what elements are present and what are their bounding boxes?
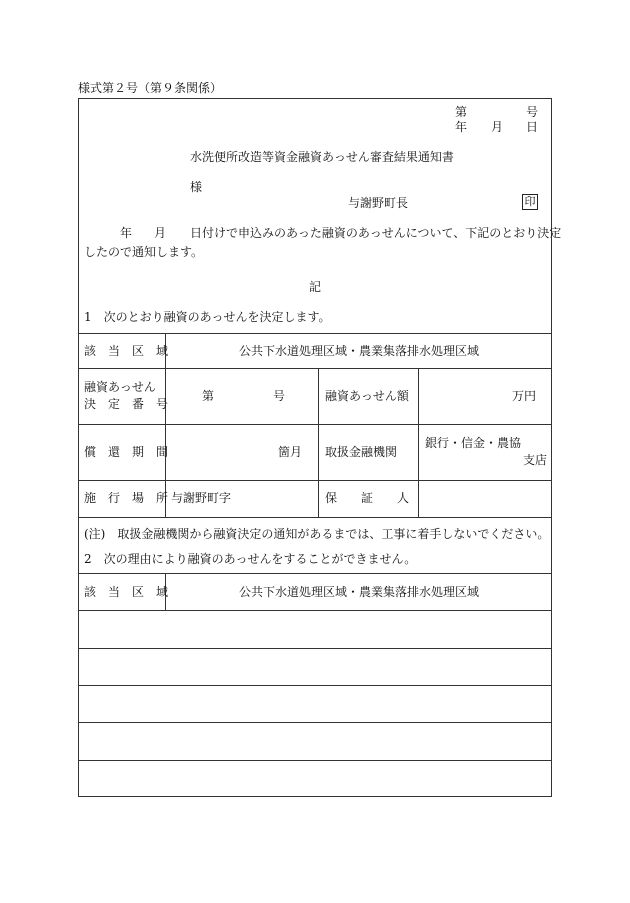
guarantor-label: 保 証 人 [325, 491, 410, 505]
rule [318, 368, 319, 517]
rule [165, 333, 166, 517]
doc-number-go: 号 [526, 105, 539, 119]
doc-number-dai: 第 [455, 105, 468, 119]
reason-row [79, 611, 551, 647]
place-value: 与謝野町字 [171, 491, 232, 505]
place-label: 施 行 場 所 [84, 491, 169, 505]
period-label: 償 還 期 間 [84, 445, 169, 459]
section2-area-label: 該 当 区 域 [84, 585, 169, 599]
rule [78, 517, 552, 518]
issuer-name: 与謝野町長 [348, 196, 409, 210]
form-label: 様式第２号（第９条関係） [78, 81, 223, 95]
decision-number-label-2: 決 定 番 号 [84, 397, 169, 411]
note-text: (注) 取扱金融機関から融資決定の通知があるまでは、工事に着手しないでください。 [84, 527, 550, 541]
section2-heading: 2 次の理由により融資のあっせんをすることができません。 [84, 552, 417, 566]
period-unit: 箇月 [278, 445, 303, 459]
rule [78, 573, 552, 574]
reason-row [79, 723, 551, 759]
body-line2: したので通知します。 [84, 245, 204, 259]
decision-number-go: 号 [273, 389, 286, 403]
section2-area-value: 公共下水道処理区域・農業集落排水処理区域 [238, 585, 479, 599]
doc-title: 水洗便所改造等資金融資あっせん審査結果通知書 [190, 150, 454, 164]
reason-row [79, 761, 551, 796]
addressee-sama: 様 [190, 180, 203, 194]
rule [78, 333, 552, 334]
decision-number-dai: 第 [202, 389, 215, 403]
date-month: 月 [491, 120, 504, 134]
area-label: 該 当 区 域 [84, 344, 169, 358]
section1-heading: 1 次のとおり融資のあっせんを決定します。 [84, 310, 331, 324]
reason-row [79, 649, 551, 684]
reason-row [79, 686, 551, 721]
body-month: 月 [154, 226, 167, 240]
date-day: 日 [526, 120, 539, 134]
rule [78, 480, 552, 481]
amount-unit: 万円 [512, 389, 537, 403]
area-value: 公共下水道処理区域・農業集落排水処理区域 [238, 344, 479, 358]
bank-value-2: 支店 [523, 453, 548, 467]
bank-label: 取扱金融機関 [325, 445, 398, 459]
decision-number-label-1: 融資あっせん [84, 380, 156, 394]
date-year: 年 [455, 120, 468, 134]
ki-heading: 記 [309, 280, 322, 294]
amount-label: 融資あっせん額 [325, 389, 409, 403]
rule [418, 368, 419, 517]
seal-mark: 印 [522, 194, 538, 210]
body-year: 年 [120, 226, 133, 240]
rule [78, 368, 552, 369]
body-line1: 日付けで申込みのあった融資のあっせんについて、下記のとおり決定 [190, 226, 562, 240]
rule [78, 424, 552, 425]
bank-value-1: 銀行・信金・農協 [425, 436, 522, 450]
